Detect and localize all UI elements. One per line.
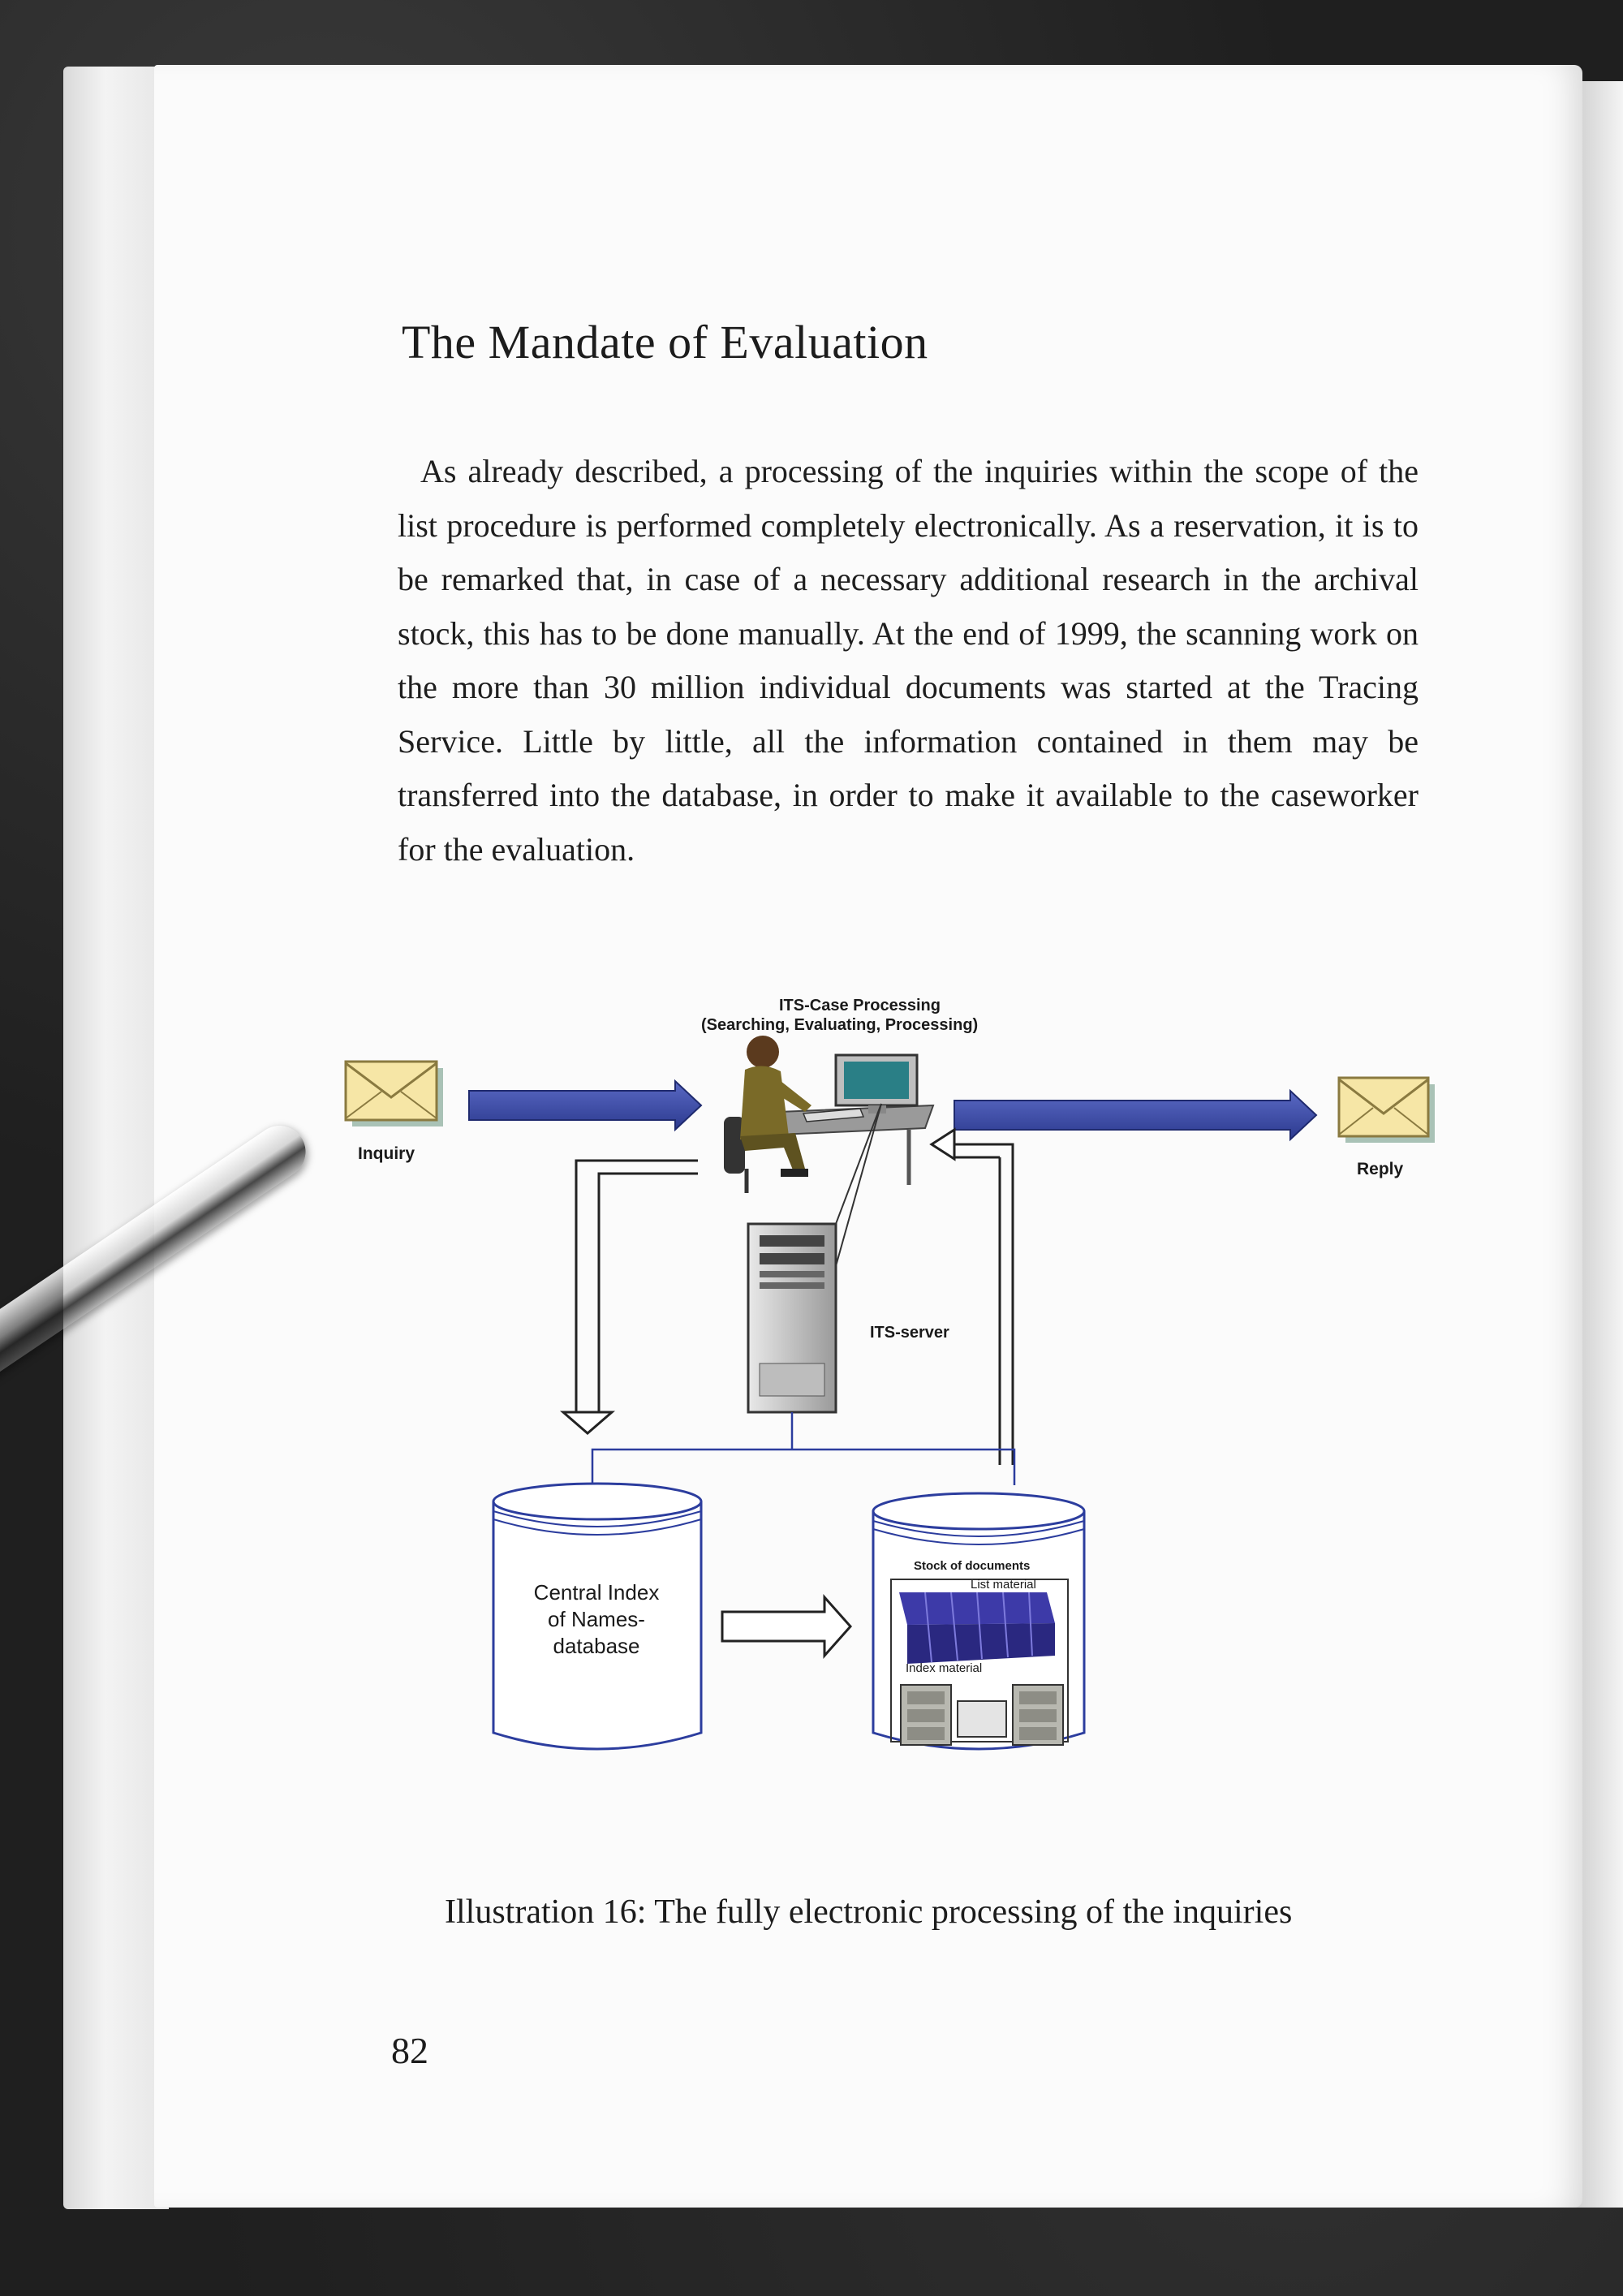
reply-envelope-icon	[1339, 1078, 1435, 1143]
return-arrow	[932, 1130, 1013, 1465]
list-material-label: List material	[971, 1578, 1036, 1592]
reply-arrow	[954, 1091, 1316, 1139]
down-arrow	[563, 1161, 698, 1433]
stock-of-documents-icon	[873, 1493, 1084, 1749]
server-icon	[748, 1104, 881, 1412]
case-processing-title: ITS-Case Processing	[779, 997, 941, 1014]
inquiry-label: Inquiry	[358, 1144, 415, 1163]
list-material-files-icon	[899, 1592, 1055, 1664]
page-number: 82	[391, 2030, 428, 2071]
page-title: The Mandate of Evaluation	[402, 316, 928, 368]
caseworker-illustration	[724, 1036, 933, 1193]
index-material-label: Index material	[906, 1661, 983, 1675]
transfer-arrow	[722, 1597, 850, 1656]
case-processing-subtitle: (Searching, Evaluating, Processing)	[701, 1016, 979, 1034]
inquiry-arrow	[469, 1081, 701, 1130]
figure-caption: Illustration 16: The fully electronic processing of the inquiries	[445, 1893, 1293, 1931]
inquiry-envelope-icon	[346, 1062, 443, 1126]
server-label: ITS-server	[870, 1324, 949, 1342]
body-paragraph: As already described, a processing of the inquiries within the scope of the list procedure is performed completely electronically. As a reservation, it is to be remarked that, in case of a necessary additional research in the archival stock, this has to be done manually. At the end of 1999, the scanning work on the more than 30 million individual documents was started at the Tracing Service. Little by little, all the information contained in them may be transferred into the database, in order to make it available to the caseworker for the evaluation.	[398, 453, 1419, 868]
central-index-label: Central Index of Names- database	[533, 1580, 660, 1658]
stock-label: Stock of documents	[914, 1559, 1031, 1573]
reply-label: Reply	[1357, 1160, 1404, 1178]
network-lines	[592, 1412, 1014, 1485]
